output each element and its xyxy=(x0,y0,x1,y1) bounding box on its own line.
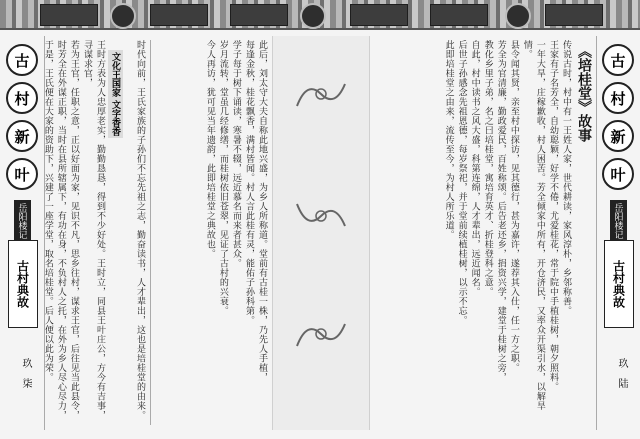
series-title-right xyxy=(602,44,634,242)
text-column: 教化乡里子弟，名之曰培桂堂，寓培育英才、折桂登科之意。 xyxy=(482,40,493,297)
series-badge: 岳阳楼记 xyxy=(14,200,31,242)
round-seal-icon xyxy=(300,3,326,29)
series-char: 新 xyxy=(6,120,38,152)
text-column: 自此，村中读书之风大盛，科第连绵，人才辈出，远近闻名。 xyxy=(469,40,480,297)
series-char: 古 xyxy=(6,44,38,76)
round-seal-icon xyxy=(505,3,531,29)
text-column: 时芳全在外谋正职，当时在县所辖属下，有功在身，不负村人之托，在外为乡人尽心尽力， xyxy=(55,40,66,420)
dragon-motif-icon xyxy=(293,316,349,354)
text-column: 一年大旱，庄稼歉收，村人困苦。芳全倾家中所有，开仓济民，又率众开渠引水，以解旱情。 xyxy=(521,40,545,411)
series-char: 新 xyxy=(602,120,634,152)
left-text-block-3 xyxy=(156,40,268,425)
series-char: 叶 xyxy=(6,158,38,190)
text-column: 每逢金秋，桂花飘香，满村皆闻。村人言此桂有灵，能佑子孙科第。 xyxy=(243,40,254,325)
left-text-block xyxy=(42,40,106,425)
ornament-panel xyxy=(230,4,288,26)
right-text-block xyxy=(372,40,572,425)
series-badge: 岳阳楼记 xyxy=(610,200,627,242)
series-char: 村 xyxy=(6,82,38,114)
ornament-panel xyxy=(40,4,98,26)
book-tag-right xyxy=(604,240,634,328)
column-divider xyxy=(150,40,151,425)
ornament-panel xyxy=(150,4,208,26)
series-title-left xyxy=(6,44,38,242)
text-column: 今人再访，犹可见当年遗韵，此即培桂堂之典故也。 xyxy=(204,40,215,259)
round-seal-icon xyxy=(110,3,136,29)
dragon-motif-icon xyxy=(293,76,349,114)
book-tag-label: 古村典故 xyxy=(611,260,626,308)
text-column: 若为王官，任职之意，正以好面为家，见识不凡，思乡往村，谋求王官，后往见当此县令， xyxy=(68,40,79,420)
ornament-panel xyxy=(545,4,603,26)
margin-divider xyxy=(596,36,597,430)
text-column: 县令闻其贤，亲至村中探访，见其德行，甚为嘉许，遂荐其入仕，任一方之职。 xyxy=(508,40,519,373)
story-title: 《培桂堂》故事 xyxy=(576,44,592,142)
series-char: 古 xyxy=(602,44,634,76)
text-column: 传说古时，村中有一王姓人家，世代耕读，家风淳朴，乡邻称善。 xyxy=(561,40,571,316)
text-column: 后世子孙感念先祖恩德，每岁祭祀，并于堂前续植桂树，以示不忘。 xyxy=(456,40,467,325)
text-column: 时代向前，王氏家族的子孙们不忘先祖之志，勤奋读书，人才辈出，这也是培桂堂的由来。 xyxy=(135,40,145,420)
dragon-motif-icon xyxy=(293,196,349,234)
page-number-left: 玖 柒 xyxy=(20,358,31,388)
text-column: 此后，刘太守大夫自称此地兴盛，为乡人所称道。堂前有古桂一株，乃先人手植， xyxy=(257,40,267,382)
text-column: 于是，王氏便在大家的资助下，兴建了一座学堂，取名培桂堂。后人便以此为荣。 xyxy=(42,40,53,382)
gutter-ornament xyxy=(272,36,370,430)
page-number-right: 玖 陆 xyxy=(616,358,627,388)
left-text-block-2 xyxy=(124,40,146,425)
text-column: 学子每于树下诵读，寒暑不辍，远近慕名而来者甚众。 xyxy=(230,40,241,268)
book-tag-left xyxy=(8,240,38,328)
text-column: 王家有子名芳全，自幼聪颖，好学不倦，尤爱桂花，常于院中手植桂树，朝夕照料。 xyxy=(547,40,558,392)
series-char: 叶 xyxy=(602,158,634,190)
ornament-panel xyxy=(350,4,408,26)
text-column: 岁月流转，堂虽几经修缮，而桂树依旧苍翠，见证了古村的兴衰。 xyxy=(217,40,228,316)
series-char: 村 xyxy=(602,82,634,114)
text-column: 此即培桂堂之由来，流传至今，为村人所乐道。 xyxy=(443,40,454,240)
decorative-top-band xyxy=(0,0,640,30)
section-subhead: 文化王国家 文字香香 xyxy=(108,50,123,138)
text-column: 王时方表为人忠厚老实，勤勤恳恳，得到不少好处。王时立，同县王叶庄公，方今有吉事，寻谋求官， xyxy=(81,40,105,420)
text-column: 芳全为官清廉，勤政爱民，百姓称颂。后告老还乡，捐资兴学，建堂于桂树之旁， xyxy=(495,40,506,382)
ornament-panel xyxy=(430,4,488,26)
book-tag-label: 古村典故 xyxy=(15,260,30,308)
